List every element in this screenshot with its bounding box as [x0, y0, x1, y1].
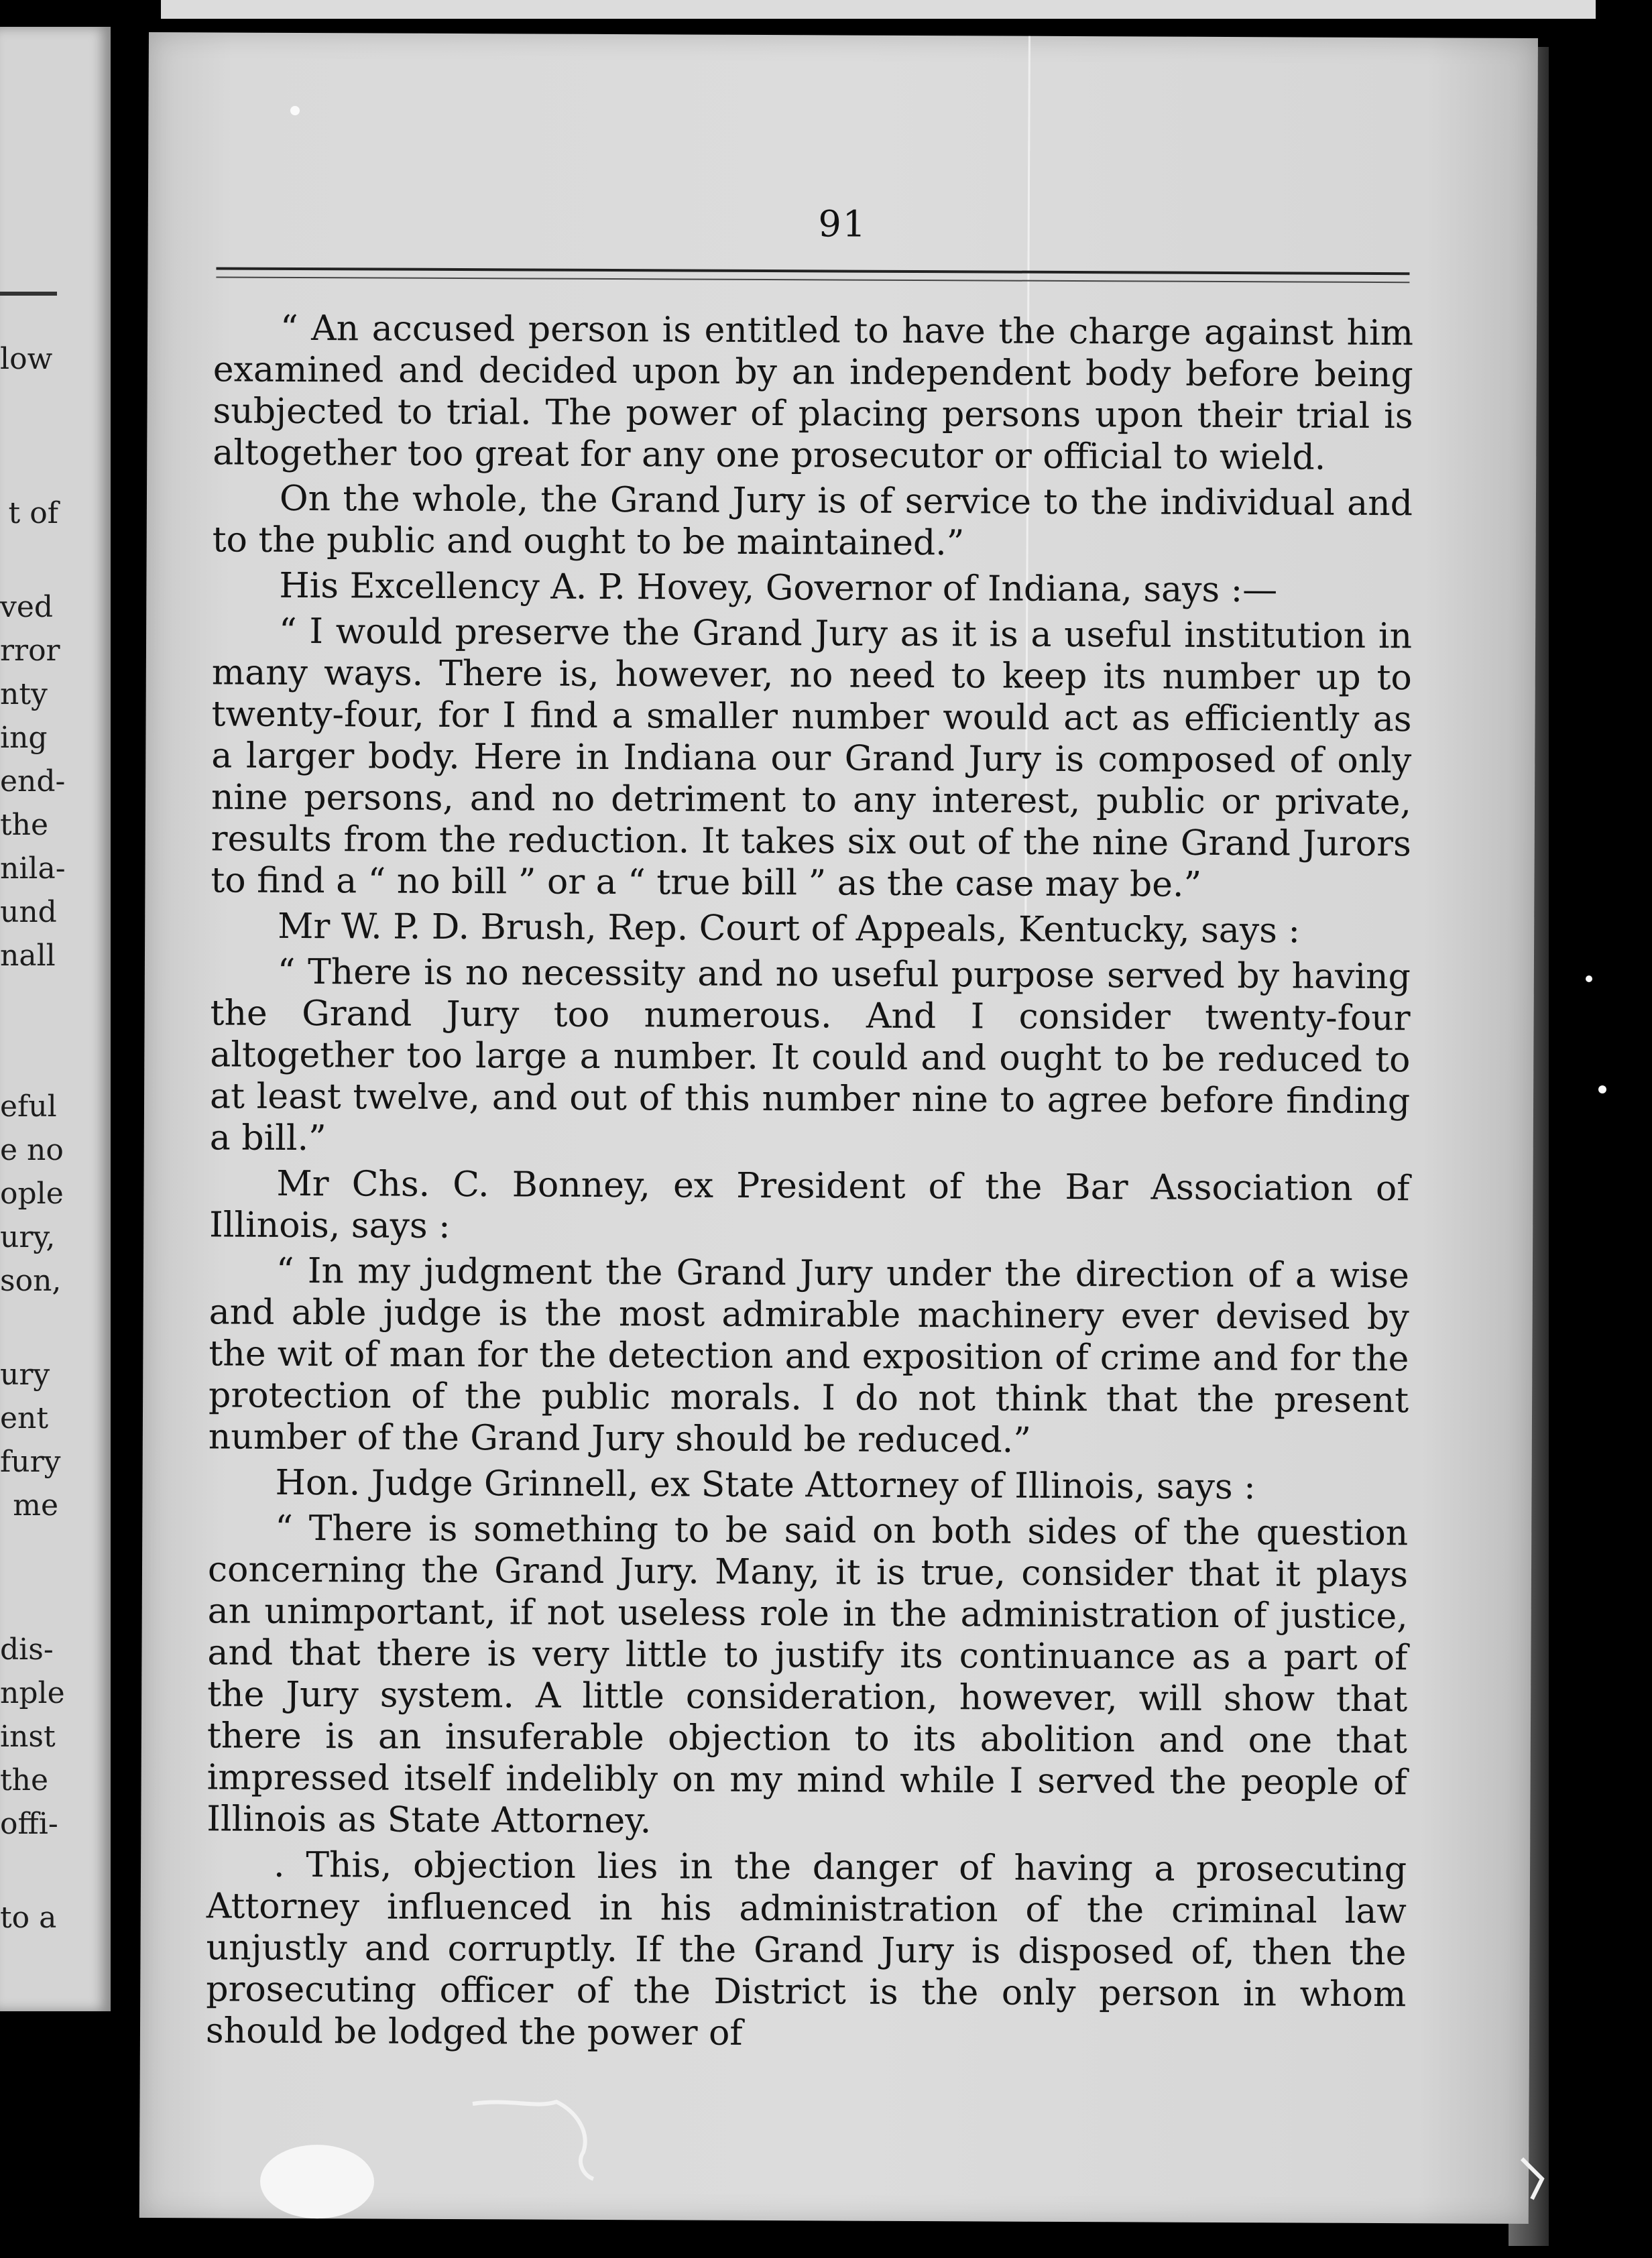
left-fragment: ing [0, 721, 48, 755]
speaker-line: Mr W. P. D. Brush, Rep. Court of Appeals, Kentucky, says : [278, 906, 1301, 951]
left-fragment: dis- [0, 1632, 54, 1667]
left-fragment: the [0, 808, 49, 842]
left-fragment: rror [0, 634, 60, 668]
previous-page-edge [0, 27, 111, 2011]
left-fragment: e no [0, 1133, 64, 1167]
speaker-line: Mr Chs. C. Bonney, ex President of the Bar Association of Illinois, says : [209, 1163, 1410, 1246]
left-fragment: ent [0, 1401, 49, 1435]
left-fragment: me [13, 1488, 58, 1523]
previous-page-rule [0, 292, 57, 296]
left-fragment: eful [0, 1089, 57, 1124]
left-fragment: to a [0, 1901, 57, 1935]
left-fragment: low [0, 342, 53, 376]
page-number: 91 [818, 202, 868, 245]
left-fragment: inst [0, 1720, 56, 1754]
paragraph: “ There is no necessity and no useful purpose served by having the Grand Jury too numerous. And I consider twenty-four altogether too large a number. It could and ought to be reduced to at least twelve, and out of this number nine to agree before finding a bill.” [209, 951, 1411, 1159]
book-page [139, 32, 1538, 2224]
left-fragment: nty [0, 677, 48, 711]
left-fragment: und [0, 895, 57, 929]
paragraph: . This, objection lies in the danger of having a prosecuting Attorney influenced in his administration of the criminal law unjustly and corruptly. If the Grand Jury is disposed of, then the prosecuting officer of the District is the only person in whom should be lodged the power of [205, 1844, 1407, 2054]
ink-blot [260, 2145, 374, 2219]
left-fragment: ved [0, 590, 54, 624]
left-fragment: nple [0, 1676, 65, 1710]
left-fragment: fury [0, 1445, 61, 1479]
paragraph: “ An accused person is entitled to have the charge against him examined and decided upon by an independent body before being subjected to trial. The power of placing persons upon their trial is altogether too great for any one prosecutor or official to wield. [213, 308, 1414, 478]
left-fragment: ury, [0, 1220, 56, 1254]
header-rule [216, 267, 1409, 283]
body-text [206, 307, 1413, 2061]
paragraph: “ There is something to be said on both sides of the question concerning the Grand Jury. Many, it is true, consider that it plays an unimportant, if not useless role in the administration of justice, and that there is very little to justify its continuance as a part of the Jury system. A little consideration, however, will show that there is an insuferable objection to its abolition and one that impressed itself indelibly on my mind while I served the people of Illinois as State Attorney. [206, 1508, 1409, 1842]
left-fragment: the [0, 1763, 49, 1797]
paragraph: On the whole, the Grand Jury is of service to the individual and to the public and ought to be maintained.” [212, 478, 1413, 564]
left-fragment: nall [0, 939, 56, 973]
left-fragment: ople [0, 1177, 64, 1211]
left-fragment: t of [8, 496, 58, 530]
speaker-line: His Excellency A. P. Hovey, Governor of Indiana, says :— [279, 565, 1278, 611]
paragraph: “ In my judgment the Grand Jury under the direction of a wise and able judge is the most admirable machinery ever devised by the wit of man for the detection and exposition of crime and for the protection of the public morals. I do not think that the present number of the Grand Jury should be reduced.” [208, 1250, 1410, 1461]
paragraph: “ I would preserve the Grand Jury as it is a useful institution in many ways. There is, however, no need to keep its number up to twenty-four, for I find a smaller number would act as efficiently as a larger body. Here in Indiana our Grand Jury is composed of only nine persons, and no detriment to any interest, public or private, results from the reduction. It takes six out of the nine Grand Jurors to find a “ no bill ” or a “ true bill ” as the case may be.” [211, 611, 1413, 905]
left-fragment: end- [0, 764, 66, 798]
page-top-strip [161, 0, 1596, 19]
left-fragment: ury [0, 1358, 50, 1392]
left-fragment: offi- [0, 1807, 58, 1841]
left-fragment: son, [0, 1264, 62, 1298]
speaker-line: Hon. Judge Grinnell, ex State Attorney of Illinois, says : [275, 1462, 1256, 1508]
left-fragment: nila- [0, 851, 66, 886]
